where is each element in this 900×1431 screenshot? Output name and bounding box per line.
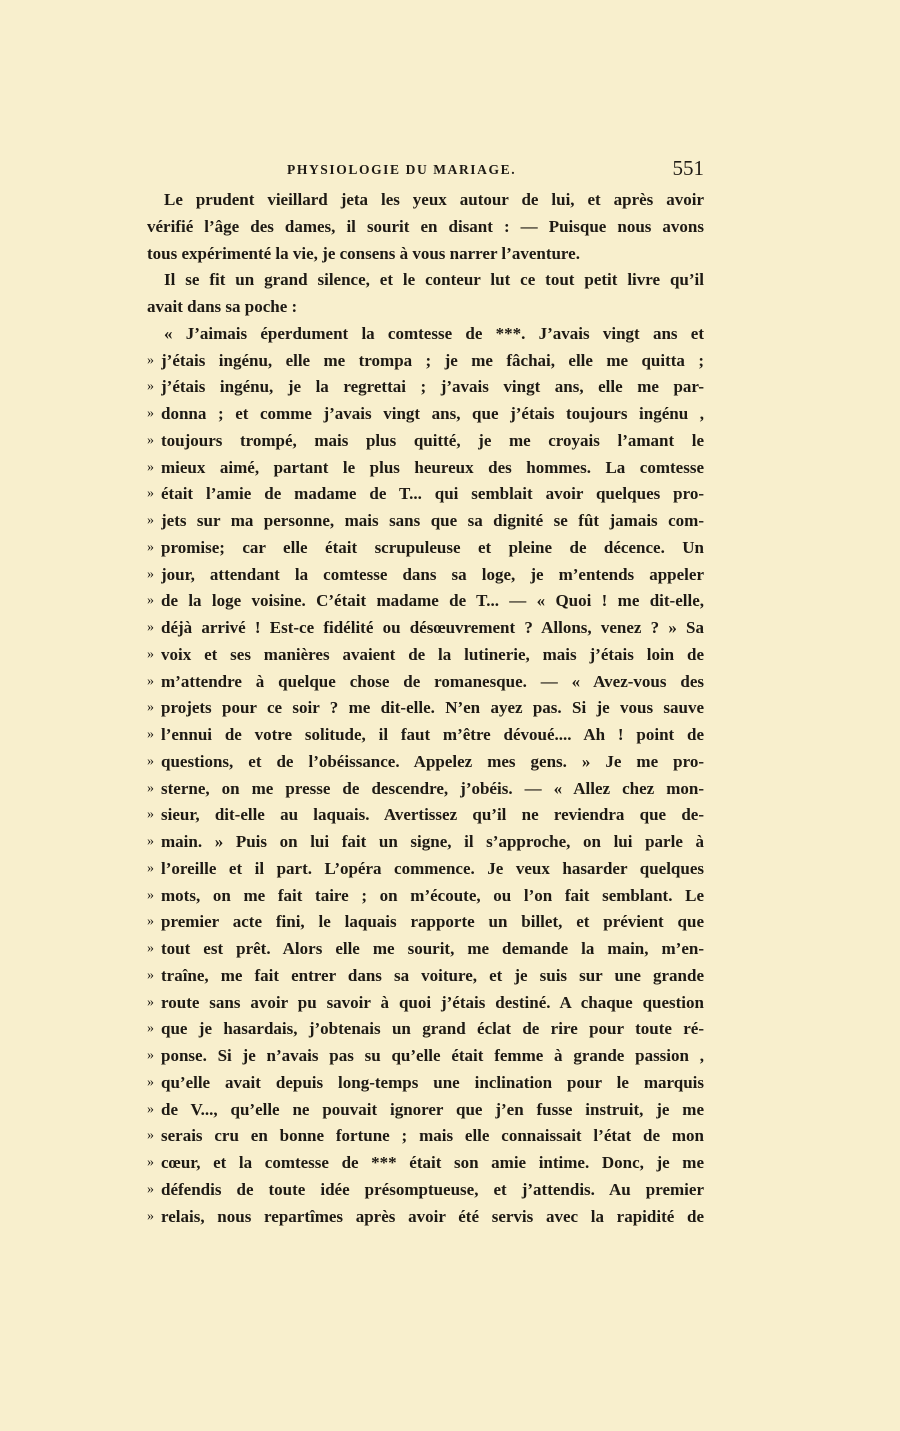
line-text: vérifié l’âge des dames, il sourit en disant : — Puisque nous avons [147,216,704,236]
quote-marker: » [147,513,154,528]
line-text: jets sur ma personne, mais sans que sa dignité se fût jamais com- [161,511,704,530]
quote-marker: » [147,807,154,823]
quote-marker: » [147,887,154,903]
quote-marker: » [147,1021,154,1037]
quote-marker: » [147,967,154,983]
text-line [147,241,704,268]
quote-marker: » [147,1101,154,1117]
text-line [147,1043,704,1070]
page-number: 551 [672,156,704,180]
quote-marker: » [147,1048,154,1063]
quote-marker: » [147,352,154,368]
line-text: était l’amie de madame de T... qui semblait avoir quelques pro- [161,484,704,504]
text-line [147,588,704,615]
text-line [147,455,704,482]
text-line [147,1177,704,1204]
quote-marker: » [147,646,154,662]
line-text: cœur, et la comtesse de *** était son amie intime. Donc, je me [161,1153,704,1172]
quote-marker: » [147,914,154,930]
line-text: « J’aimais éperdument la comtesse de ***. J’avais vingt ans et [164,323,704,343]
line-text: mots, on me fait taire ; on m’écoute, ou l’on fait semblant. Le [161,885,704,905]
quote-marker: » [147,673,154,689]
quote-marker: » [147,593,154,609]
quote-marker: » [147,1208,154,1224]
line-text: main. » Puis on lui fait un signe, il s’approche, on lui parle à [161,832,704,851]
quote-marker: » [147,1128,154,1144]
body-text [147,187,704,1230]
text-line [147,990,704,1017]
text-line [147,294,704,321]
line-text: l’oreille et il part. L’opéra commence. Je veux hasarder quelques [161,858,704,878]
text-line [147,669,704,696]
text-line [147,562,704,589]
quote-marker: » [147,566,154,582]
text-line [147,1016,704,1043]
text-line [147,348,704,375]
line-text: jour, attendant la comtesse dans sa loge, je m’entends appeler [161,564,704,584]
line-text: ponse. Si je n’avais pas su qu’elle était femme à grande passion , [161,1046,704,1065]
line-text: mieux aimé, partant le plus heureux des hommes. La comtesse [161,457,704,477]
line-text: tout est prêt. Alors elle me sourit, me demande la main, m’en- [161,939,704,958]
line-text: serais cru en bonne fortune ; mais elle connaissait l’état de mon [161,1126,704,1146]
line-text: donna ; et comme j’avais vingt ans, que j’étais toujours ingénu , [161,404,704,423]
text-line [147,321,704,348]
line-text: projets pour ce soir ? me dit-elle. N’en ayez pas. Si je vous sauve [161,698,704,718]
line-text: promise; car elle était scrupuleuse et pleine de décence. Un [161,537,704,557]
text-line [147,214,704,241]
quote-marker: » [147,860,154,876]
quote-marker: » [147,620,154,635]
line-text: voix et ses manières avaient de la lutinerie, mais j’étais loin de [161,644,704,664]
line-text: tous expérimenté la vie, je consens à vous narrer l’aventure. [147,243,580,263]
line-text: sieur, dit-elle au laquais. Avertissez qu’il ne reviendra que de- [161,805,704,825]
line-text: que je hasardais, j’obtenais un grand éclat de rire pour toute ré- [161,1019,704,1039]
text-line [147,1097,704,1124]
text-line [147,481,704,508]
quote-marker: » [147,1181,154,1197]
quote-marker: » [147,727,154,742]
text-line [147,883,704,910]
text-line [147,909,704,936]
line-text: traîne, me fait entrer dans sa voiture, et je suis sur une grande [161,965,704,985]
text-line [147,642,704,669]
text-line [147,535,704,562]
line-text: qu’elle avait depuis long-temps une inclination pour le marquis [161,1072,704,1092]
quote-marker: » [147,1074,154,1090]
quote-marker: » [147,994,154,1010]
text-line [147,508,704,535]
quote-marker: » [147,753,154,769]
quote-marker: » [147,780,154,796]
text-line [147,856,704,883]
text-line [147,374,704,401]
text-line [147,1150,704,1177]
line-text: relais, nous repartîmes après avoir été servis avec la rapidité de [161,1206,704,1226]
running-title: PHYSIOLOGIE DU MARIAGE. [287,162,517,177]
quote-marker: » [147,379,154,395]
line-text: défendis de toute idée présomptueuse, et j’attendis. Au premier [161,1179,704,1199]
quote-marker: » [147,539,154,555]
text-line [147,802,704,829]
line-text: de la loge voisine. C’était madame de T... — « Quoi ! me dit-elle, [161,591,704,611]
line-text: l’ennui de votre solitude, il faut m’être dévoué.... Ah ! point de [161,725,704,744]
line-text: Il se fit un grand silence, et le conteur lut ce tout petit livre qu’il [164,270,704,290]
text-line [147,749,704,776]
line-text: route sans avoir pu savoir à quoi j’étais destiné. A chaque question [161,992,704,1012]
line-text: questions, et de l’obéissance. Appelez mes gens. » Je me pro- [161,751,704,771]
quote-marker: » [147,941,154,956]
line-text: toujours trompé, mais plus quitté, je me croyais l’amant le [161,430,704,450]
text-line [147,267,704,294]
quote-marker: » [147,834,154,849]
text-line [147,695,704,722]
line-text: m’attendre à quelque chose de romanesque. — « Avez-vous des [161,671,704,691]
text-line [147,1123,704,1150]
line-text: déjà arrivé ! Est-ce fidélité ou désœuvrement ? Allons, venez ? » Sa [161,618,704,637]
text-line [147,936,704,963]
quote-marker: » [147,406,154,421]
line-text: Le prudent vieillard jeta les yeux autour de lui, et après avoir [164,190,704,209]
quote-marker: » [147,700,154,716]
page-header [147,158,704,184]
line-text: j’étais ingénu, elle me trompa ; je me fâchai, elle me quitta ; [161,350,704,370]
text-line [147,963,704,990]
text-line [147,829,704,856]
text-line [147,615,704,642]
quote-marker: » [147,486,154,502]
quote-marker: » [147,1155,154,1170]
text-line [147,401,704,428]
line-text: avait dans sa poche : [147,297,298,316]
text-line [147,428,704,455]
quote-marker: » [147,432,154,448]
text-line [147,722,704,749]
line-text: de V..., qu’elle ne pouvait ignorer que j’en fusse instruit, je me [161,1099,704,1119]
quote-marker: » [147,459,154,475]
text-line [147,187,704,214]
text-line [147,1070,704,1097]
line-text: sterne, on me presse de descendre, j’obéis. — « Allez chez mon- [161,778,704,798]
text-line [147,776,704,803]
text-line [147,1204,704,1231]
line-text: j’étais ingénu, je la regrettai ; j’avais vingt ans, elle me par- [161,377,704,397]
line-text: premier acte fini, le laquais rapporte un billet, et prévient que [161,912,704,932]
